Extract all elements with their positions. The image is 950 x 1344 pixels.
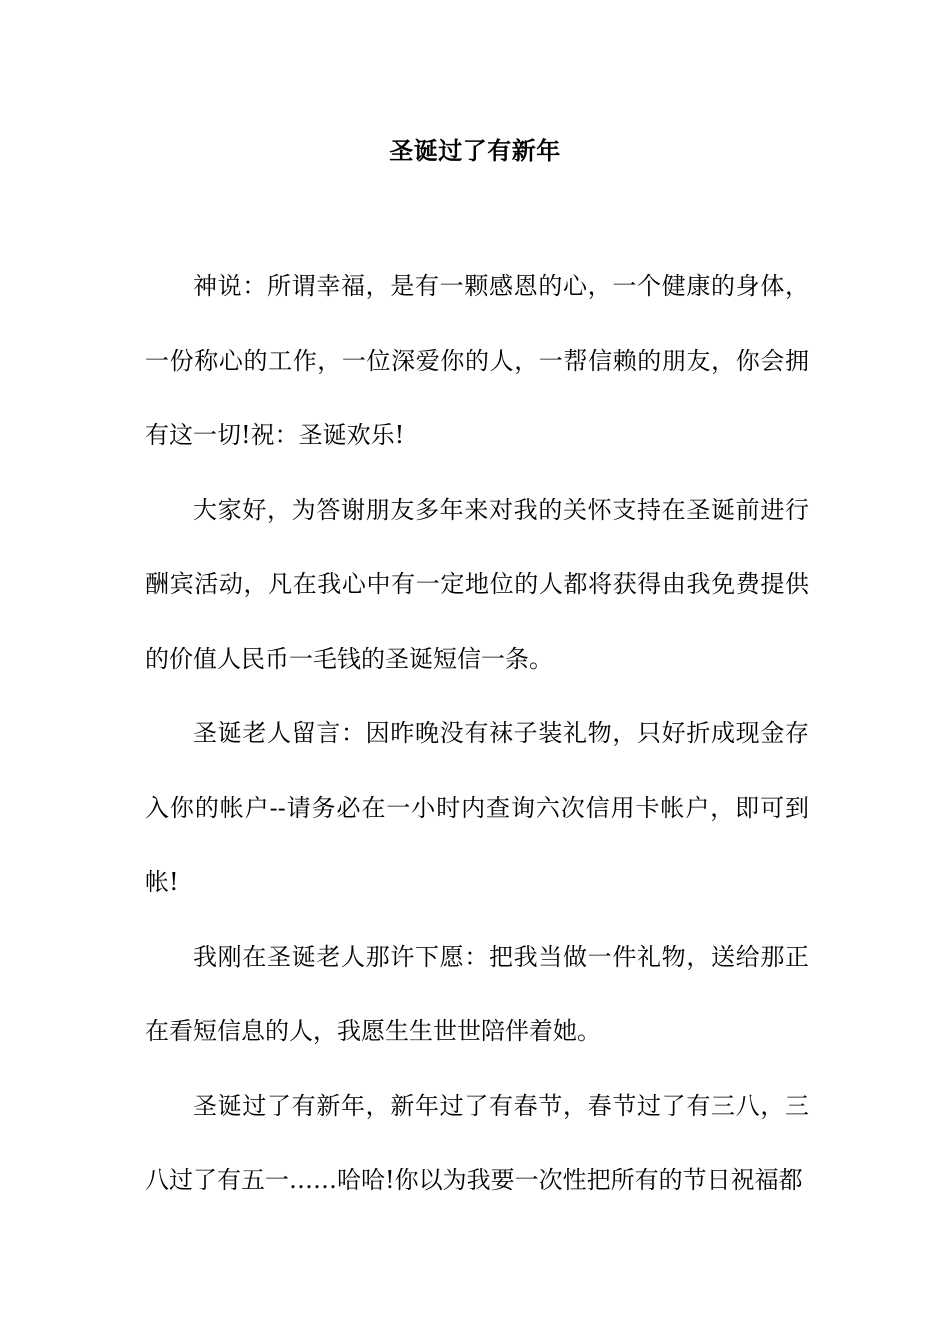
paragraph-blessing: 神说：所谓幸福，是有一颗感恩的心，一个健康的身体，一份称心的工作，一位深爱你的人，一帮信赖的朋友，你会拥有这一切!祝：圣诞欢乐! [145,272,809,449]
paragraph-wish: 我刚在圣诞老人那许下愿：把我当做一件礼物，送给那正在看短信息的人，我愿生生世世陪伴着她。 [145,942,809,1045]
paragraph-santa-message: 圣诞老人留言：因昨晚没有袜子装礼物，只好折成现金存入你的帐户--请务必在一小时内查询六次信用卡帐户，即可到帐! [145,719,809,896]
document-body [145,249,809,1218]
paragraph-holidays: 圣诞过了有新年，新年过了有春节，春节过了有三八，三八过了有五一……哈哈!你以为我要一次性把所有的节日祝福都 [145,1091,809,1194]
paragraph-promotion: 大家好，为答谢朋友多年来对我的关怀支持在圣诞前进行酬宾活动，凡在我心中有一定地位的人都将获得由我免费提供的价值人民币一毛钱的圣诞短信一条。 [145,495,809,673]
document-title: 圣诞过了有新年 [389,137,561,165]
